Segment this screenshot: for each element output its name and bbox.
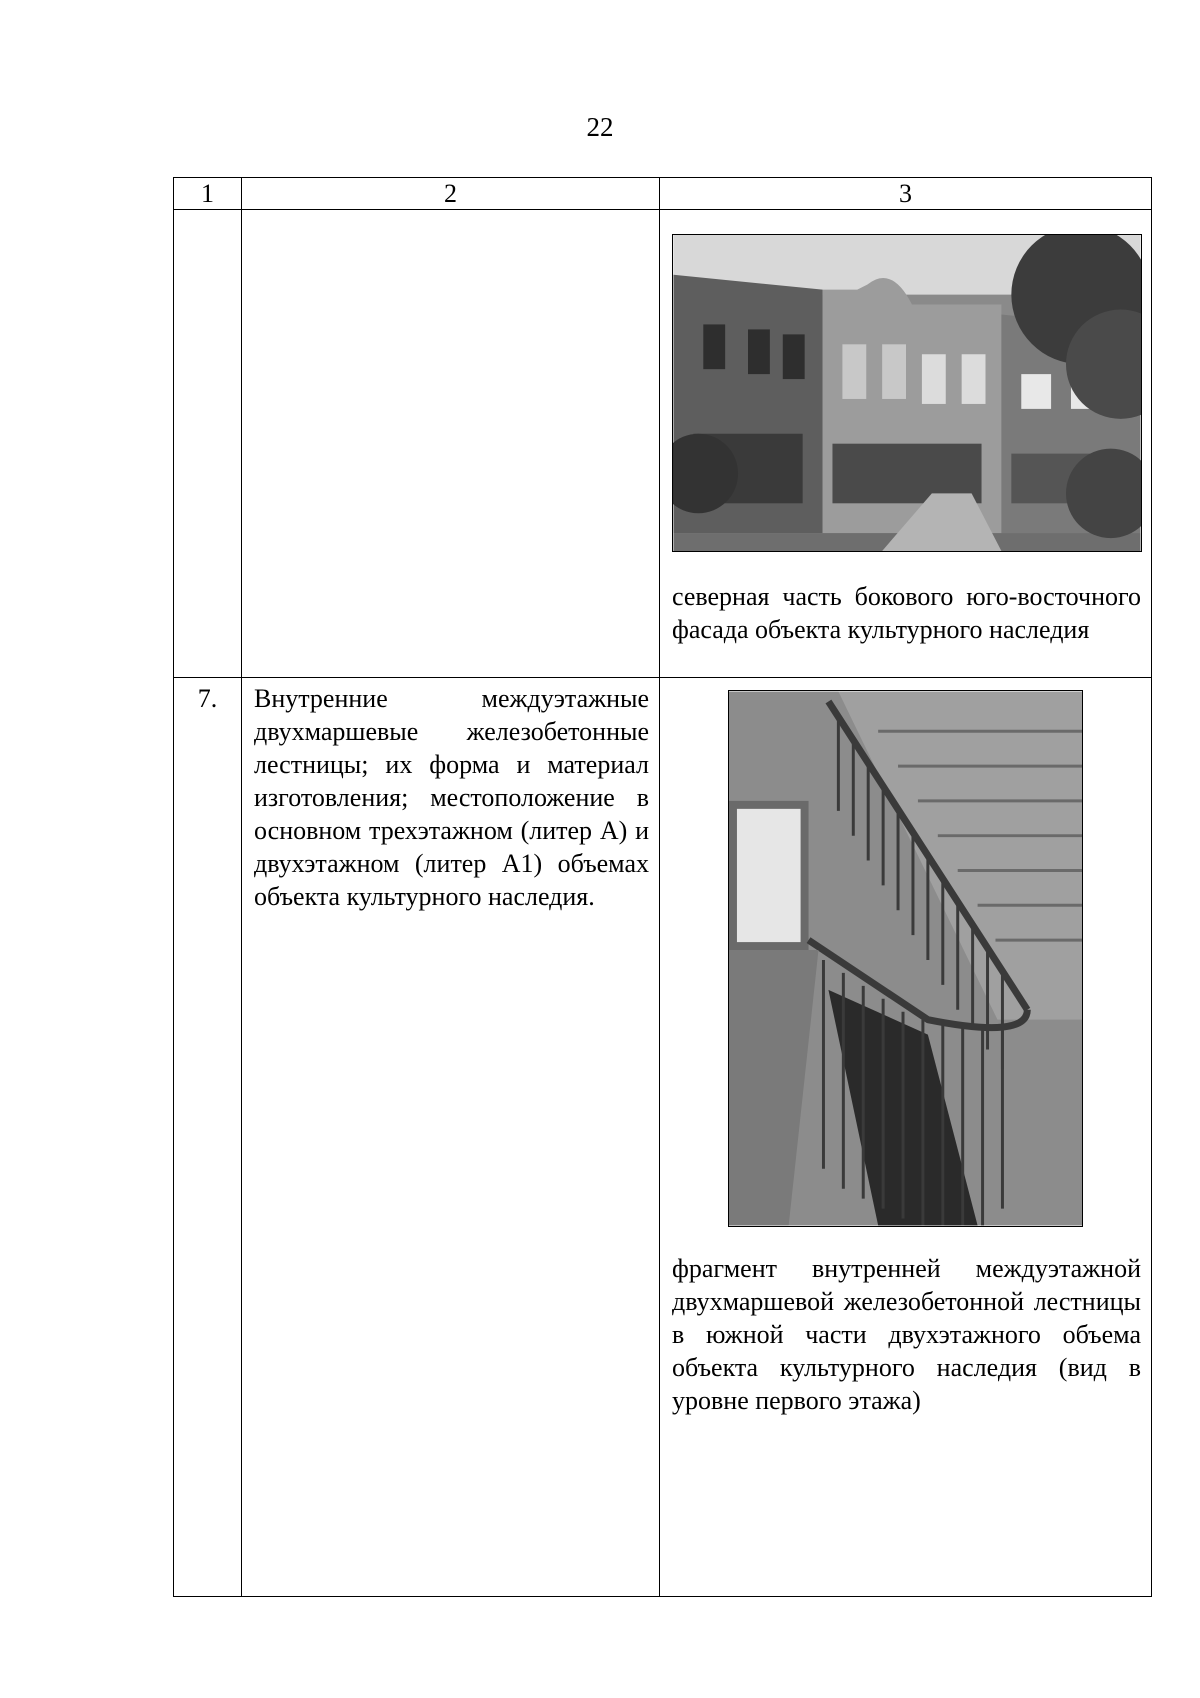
header-col-1: 1 xyxy=(174,178,242,210)
row-number-cell xyxy=(174,210,242,678)
row-number-cell xyxy=(174,678,242,1597)
row-description: Внутренние междуэтажные двухмаршевые железобетонные лестницы; их форма и материал изготовления; местоположение в основном трехэтажном (литер А) и двухэтажном (литер А1) объемах объекта культурного наследия. xyxy=(254,684,649,911)
staircase-photo xyxy=(728,690,1083,1227)
table-header-row xyxy=(174,178,1152,210)
table-row xyxy=(174,678,1152,1597)
row-description xyxy=(242,210,659,214)
table-row xyxy=(174,210,1152,678)
photo-caption: фрагмент внутренней междуэтажной двухмаршевой железобетонной лестницы в южной части двухэтажного объема объекта культурного наследия (вид в уровне первого этажа) xyxy=(672,1254,1141,1415)
page-number: 22 xyxy=(586,112,614,142)
photo-caption: северная часть бокового юго-восточного фасада объекта культурного наследия xyxy=(672,582,1141,644)
description-cell xyxy=(242,678,660,1597)
photo-cell xyxy=(660,678,1152,1597)
row-number xyxy=(174,210,241,214)
header-col-3: 3 xyxy=(660,178,1152,210)
photo-cell xyxy=(660,210,1152,678)
building-facade-photo xyxy=(672,234,1142,552)
heritage-table xyxy=(173,177,1152,1597)
row-number: 7. xyxy=(197,684,218,713)
header-col-2: 2 xyxy=(242,178,660,210)
description-cell xyxy=(242,210,660,678)
